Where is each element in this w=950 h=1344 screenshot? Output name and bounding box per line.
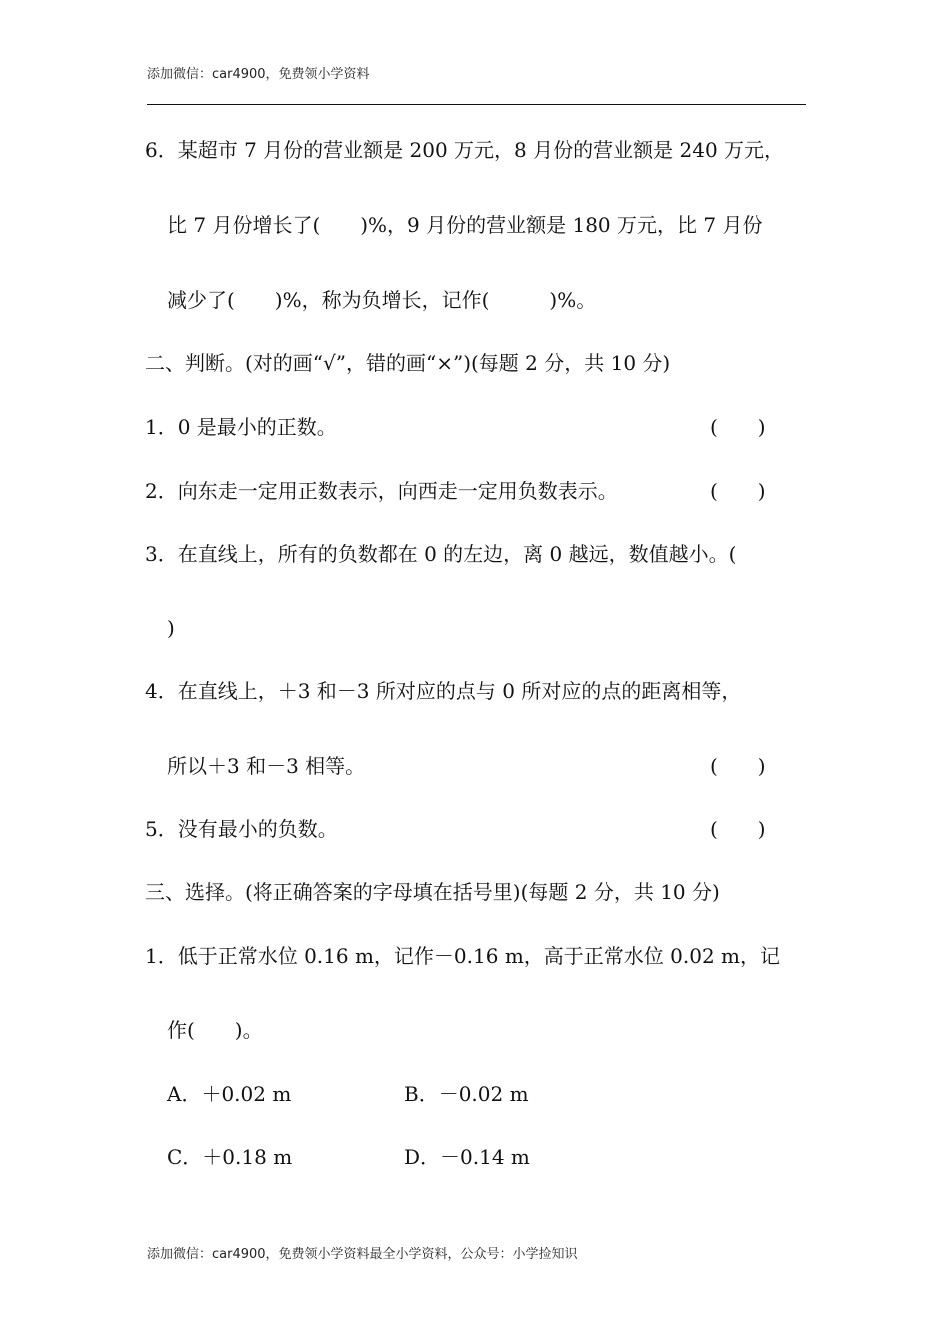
judge-item-3-cont: )	[167, 616, 175, 640]
judge-item-2: 2．向东走一定用正数表示，向西走一定用负数表示。	[145, 479, 618, 503]
choice-q1-line-2: 作( )。	[167, 1018, 263, 1042]
choice-option-a: A．＋0.02 m	[167, 1082, 292, 1106]
judge-answer-paren-2: ( )	[710, 479, 766, 503]
page-footer: 添加微信：car4900，免费领小学资料最全小学资料，公众号：小学捡知识	[147, 1247, 578, 1262]
section3-title: 三、选择。(将正确答案的字母填在括号里)(每题 2 分，共 10 分)	[145, 880, 720, 904]
judge-answer-paren-5: ( )	[710, 817, 766, 841]
judge-item-5: 5．没有最小的负数。	[145, 817, 338, 841]
judge-answer-paren-4: ( )	[710, 754, 766, 778]
q6-line-3: 减少了( )%，称为负增长，记作( )%。	[167, 288, 597, 312]
judge-item-4-cont: 所以＋3 和－3 相等。	[167, 754, 366, 778]
judge-item-4: 4．在直线上，＋3 和－3 所对应的点与 0 所对应的点的距离相等，	[145, 679, 742, 703]
page-header: 添加微信：car4900，免费领小学资料	[147, 67, 370, 82]
choice-q1-line-1: 1．低于正常水位 0.16 m，记作－0.16 m，高于正常水位 0.02 m，记	[145, 944, 780, 968]
choice-option-d: D．－0.14 m	[404, 1145, 530, 1169]
judge-item-1: 1．0 是最小的正数。	[145, 415, 337, 439]
choice-option-b: B．－0.02 m	[404, 1082, 529, 1106]
q6-line-1: 6．某超市 7 月份的营业额是 200 万元，8 月份的营业额是 240 万元，	[145, 138, 785, 162]
section2-title: 二、判断。(对的画“√”，错的画“×”)(每题 2 分，共 10 分)	[145, 351, 671, 375]
header-divider	[147, 104, 806, 105]
judge-item-3: 3．在直线上，所有的负数都在 0 的左边，离 0 越远，数值越小。(	[145, 542, 737, 566]
judge-answer-paren-1: ( )	[710, 415, 766, 439]
q6-line-2: 比 7 月份增长了( )%，9 月份的营业额是 180 万元，比 7 月份	[167, 213, 763, 237]
choice-option-c: C．＋0.18 m	[167, 1145, 293, 1169]
